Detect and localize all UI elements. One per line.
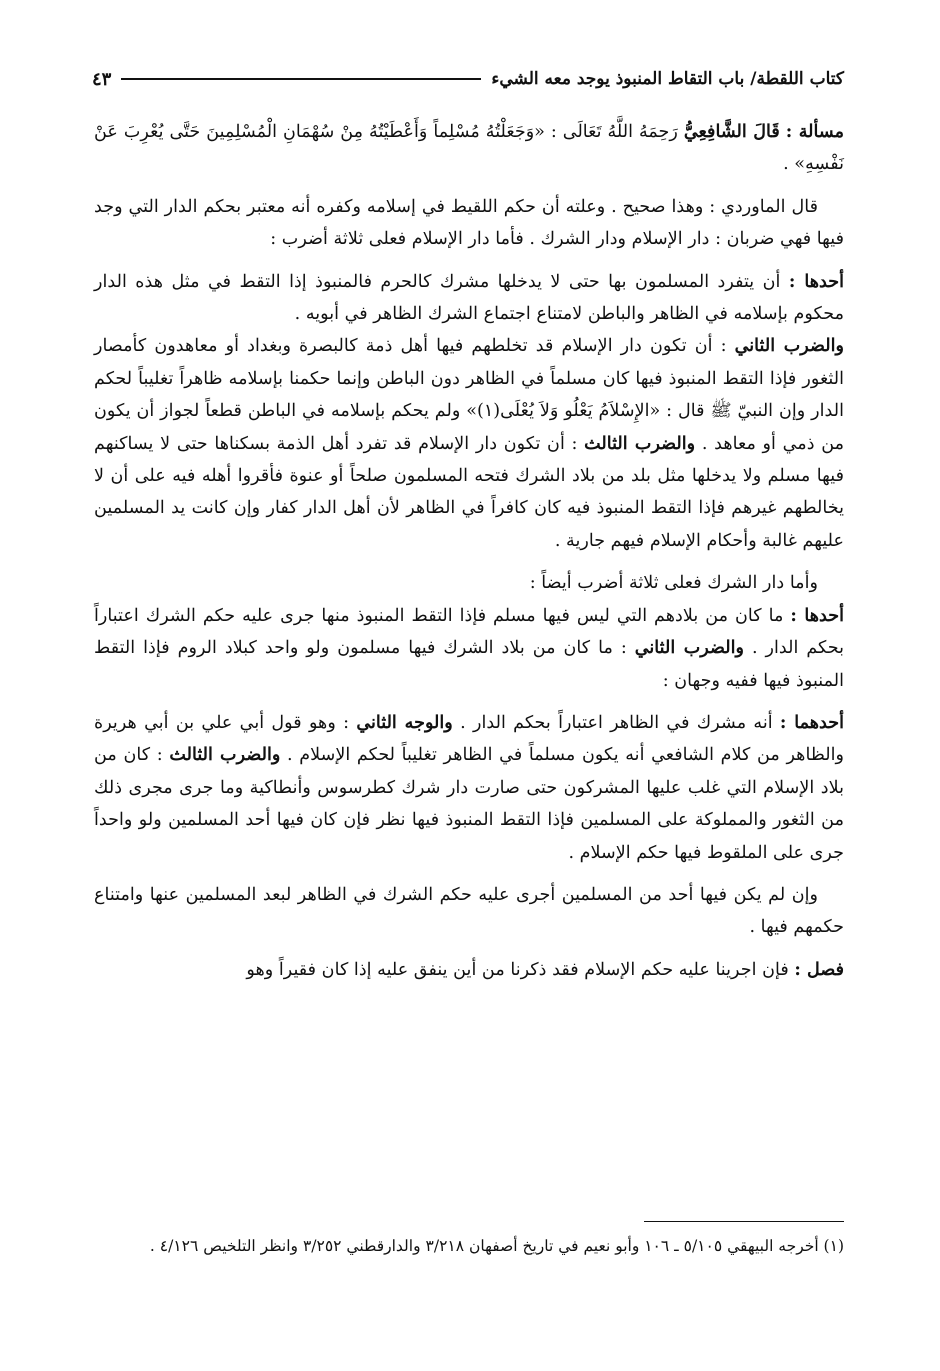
third-kind-label: والضرب الثالث [584,432,696,454]
paragraph-first-kind [94,266,844,331]
shirk-first-label: أحدها : [790,604,844,626]
shirk-first-text: ما كان من بلادهم التي ليس فيها مسلم فإذا التقط المنبوذ منها جرى عليه حكم الشرك اعتباراً بحكم الدار . [94,605,845,659]
paragraph-second-third-kind [94,330,844,557]
running-header [92,62,844,96]
footnote-divider [644,1221,844,1222]
header-title: كتاب اللقطة/ باب التقاط المنبوذ يوجد معه الشيء [491,69,844,89]
view-one-text: أنه مشرك في الظاهر اعتباراً بحكم الدار . [460,712,773,733]
paragraph-dar-shirk: وأما دار الشرك فعلى ثلاثة أضرب أيضاً : [529,573,818,594]
fasl-label: فصل : [794,958,844,980]
first-kind-label: أحدها : [788,270,845,292]
shirk-third-label: والضرب الثالث [169,744,281,766]
view-one-label: أحدهما : [779,711,845,733]
masala-text: رَحِمَهُ اللَّهُ تَعَالَى : «وَجَعَلْتُهُ مُسْلِماً وَأَعْطَيْتُهُ مِنْ سُهْمَانِ الْمُسْلِمِينَ حَتَّى يُعْرِبَ عَنْ نَفْسِهِ» . [94,122,844,175]
first-kind-text: أن يتفرد المسلمون بها حتى لا يدخلها مشرك كالحرم فالمنبوذ إذا التقط في مثل هذه الدار محكوم بإسلامه في الظاهر والباطن لامتناع اجتماع الشرك الظاهر في أبويه . [94,271,844,325]
second-kind-label: والضرب الثاني [734,335,844,357]
footnote: (١) أخرجه البيهقي ٥/١٠٥ ـ ١٠٦ وأبو نعيم في تاريخ أصفهان ٣/٢١٨ والدارقطني ٣/٢٥٢ وانظر التلخيص ٤/١٢٦ . [149,1237,844,1255]
third-kind-text: : أن تكون دار الإسلام قد تفرد أهل الذمة بسكناها حتى لا يساكنهم فيها مسلم ولا يدخلها مثل بلد من بلاد الشرك فتحه المسلمون صلحاً أو عنوة فأقروا أهله فيه على أن لا يخالطهم غيرهم فإذا التقط المنبوذ فيه كان كافراً في الظاهر لأن أهل الدار كفار وإن كانت يد المسلمين عليهم غالبة وأحكام الإسلام فيهم جارية . [94,433,844,551]
paragraph-masala [94,116,844,181]
fasl-text: فإن اجرينا عليه حكم الإسلام فقد ذكرنا من أين ينفق عليه إذا كان فقيراً وهو [246,959,789,980]
second-kind-text: : أن تكون دار الإسلام قد تخلطهم فيها أهل ذمة كالبصرة وبغداد أو معاهدون كأمصار الثغور فإذا التقط المنبوذ فيها كان مسلماً في الظاهر دون الباطن وإنما حكمنا بإسلامه ظاهراً تغليباً لحكم الدار وإن النبيّ ﷺ قال : «الإِسْلاَمُ يَعْلُو وَلاَ يُعْلَى(١)» ولم يحكم بإسلامه في الباطن قطعاً لجواز أن يكون من ذمي أو معاهد . [94,336,845,454]
paragraph-fasl [94,954,844,986]
page-number: ٤٣ [92,68,112,90]
shirk-third-text: : كان من بلاد الإسلام التي غلب عليها المشركون حتى صارت دار شرك كطرسوس وأنطاكية وما جرى مجرى ذلك من الثغور والمملوكة على المسلمين فإذا التقط المنبوذ فيها نظر فإن كان فيها أحد المسلمين ولو واحداً جرى على الملقوط فيها حكم الإسلام . [94,745,844,863]
masala-lead: قَالَ الشَّافِعِيُّ [683,121,780,142]
header-rule [121,78,481,80]
shirk-second-label: والضرب الثاني [634,637,744,659]
paragraph-shirk-kinds [94,600,844,697]
paragraph-mawardi: قال الماوردي : وهذا صحيح . وعلته أن حكم اللقيط في إسلامه وكفره أنه معتبر بحكم الدار التي وجد فيها فهي ضربان : دار الإسلام ودار الشرك . فأما دار الإسلام فعلى ثلاثة أضرب : [94,196,844,250]
view-two-text: : وهو قول أبي علي بن أبي هريرة والظاهر من كلام الشافعي أنه يكون مسلماً في الظاهر تغليباً لحكم الإسلام . [94,712,844,766]
paragraph-no-muslim: وإن لم يكن فيها أحد من المسلمين أجرى عليه حكم الشرك في الظاهر لبعد المسلمين عنها وامتناع حكمهم فيها . [94,884,844,938]
main-text [94,116,844,986]
paragraph-two-views [94,707,844,869]
shirk-second-text: : ما كان من بلاد الشرك فيها مسلمون ولو واحد كبلاد الروم فإذا التقط المنبوذ فيها ففيه وجهان : [94,638,844,691]
view-two-label: والوجه الثاني [356,711,453,733]
masala-label: مسألة : [785,121,844,142]
